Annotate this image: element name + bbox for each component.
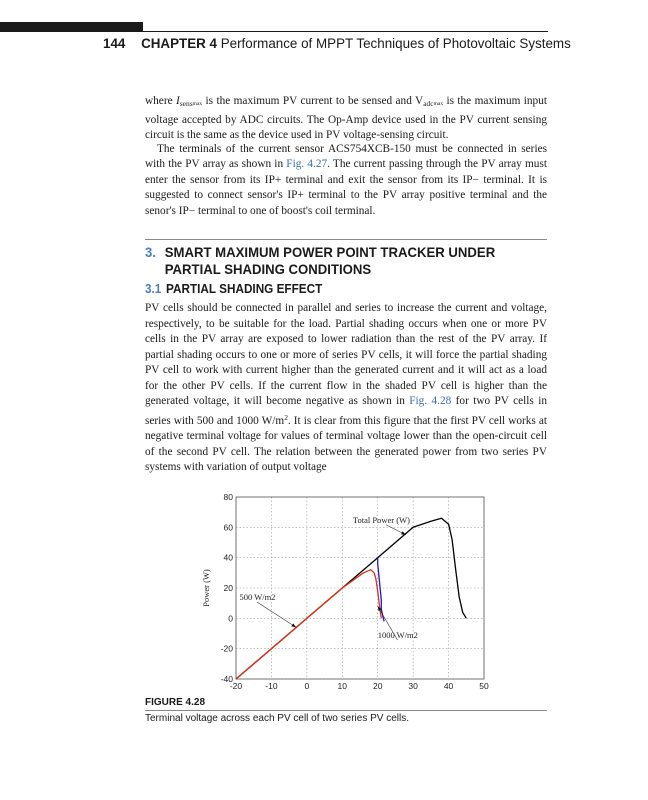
paragraph-1: where $I_{sens}\max$ is the maximum PV current to be sensed and $V_{adc}\max$ is the maximum input voltage accepted by ADC circuits. The Op-Amp device used in the PV current sensing circuit is the same as the device used in PV voltage-sensing circuit. [145, 95, 547, 141]
annotation-label: 500 W/m2 [239, 592, 276, 603]
y-tick-label: 0 [228, 613, 233, 624]
paragraph-3: PV cells should be connected in parallel and series to increase the current and voltage, respectively, to be suitable for the load. Partial shading occurs when one or more PV cells in the PV array are exposed to lower radiation than the rest of the PV array. If partial shading occurs to one or more of series PV cells, it will force the partial shading PV cell to work with current higher than the generated current and it will act as a load for the other PV cells. If the current flow in the shaded PV cell is higher than the generated voltage, it will become negative as shown in Fig. 4.28 for two PV cells in series with 500 and 1000 $W/m^2$. It is clear from this figure that the first PV cell works at negative terminal voltage for values of terminal voltage lower than the open-circuit cell of the second PV cell. The relation between the generated power from two series PV systems with variation of output voltage [145, 302, 547, 473]
x-tick-label: 10 [337, 681, 348, 691]
section-title-line1: SMART MAXIMUM POWER POINT TRACKER UNDER [164, 244, 496, 260]
annotation-label: Total Power (W) [352, 514, 410, 525]
section-number: 3. [145, 244, 156, 260]
x-tick-label: -10 [265, 681, 278, 691]
running-head [103, 36, 571, 51]
annotation-label: 1000 W/m2 [377, 630, 418, 641]
y-tick-label: 40 [223, 552, 233, 563]
x-tick-label: 50 [479, 681, 489, 691]
annotation-leader [257, 602, 296, 627]
figure-label: FIGURE 4.28 [145, 697, 206, 708]
page-number: 144 [103, 36, 126, 51]
figure-caption: Terminal voltage across each PV cell of two series PV cells. [145, 713, 409, 724]
annotation-arrowhead [401, 531, 406, 535]
section-title-line2: PARTIAL SHADING CONDITIONS [164, 261, 372, 277]
section-heading [145, 244, 523, 278]
section-divider [145, 239, 547, 240]
x-tick-label: 0 [304, 681, 310, 691]
power-voltage-chart [195, 490, 505, 695]
chapter-title: Performance of MPPT Techniques of Photovoltaic Systems [220, 36, 571, 51]
y-tick-label: 60 [223, 522, 233, 533]
chapter-label: CHAPTER 4 [141, 36, 217, 51]
figure-link-4-28[interactable]: Fig. 4.28 [409, 395, 452, 407]
y-tick-label: -20 [220, 643, 233, 654]
y-tick-label: 20 [223, 583, 233, 593]
x-tick-label: 40 [443, 681, 454, 691]
annotation-arrowhead [291, 623, 296, 627]
series-line-500-w-m2 [236, 570, 381, 679]
header-rule [0, 31, 548, 32]
figure-link-4-27[interactable]: Fig. 4.27 [286, 158, 328, 170]
y-tick-label: 80 [223, 492, 233, 502]
x-tick-label: 30 [408, 681, 418, 691]
subsection-title: PARTIAL SHADING EFFECT [166, 282, 323, 296]
subsection-heading [145, 282, 322, 296]
paragraph-2: The terminals of the current sensor ACS754XCB-150 must be connected in series with the PV array as shown in Fig. 4.27. The current passing through the PV array must enter the sensor from its IP+ terminal and exit the sensor from its IP− terminal. It is suggested to connect sensor's IP+ terminal to the PV array positive terminal and the senor's IP− terminal to one of boost's coil terminal. [145, 142, 547, 217]
figure-rule [145, 710, 547, 711]
subsection-number: 3.1 [145, 282, 162, 296]
chart-annotations [240, 515, 418, 640]
y-tick-label: -40 [220, 674, 233, 684]
y-axis-label: Power (W) [201, 569, 211, 607]
x-tick-label: -20 [229, 681, 243, 691]
x-tick-label: 20 [372, 681, 383, 691]
